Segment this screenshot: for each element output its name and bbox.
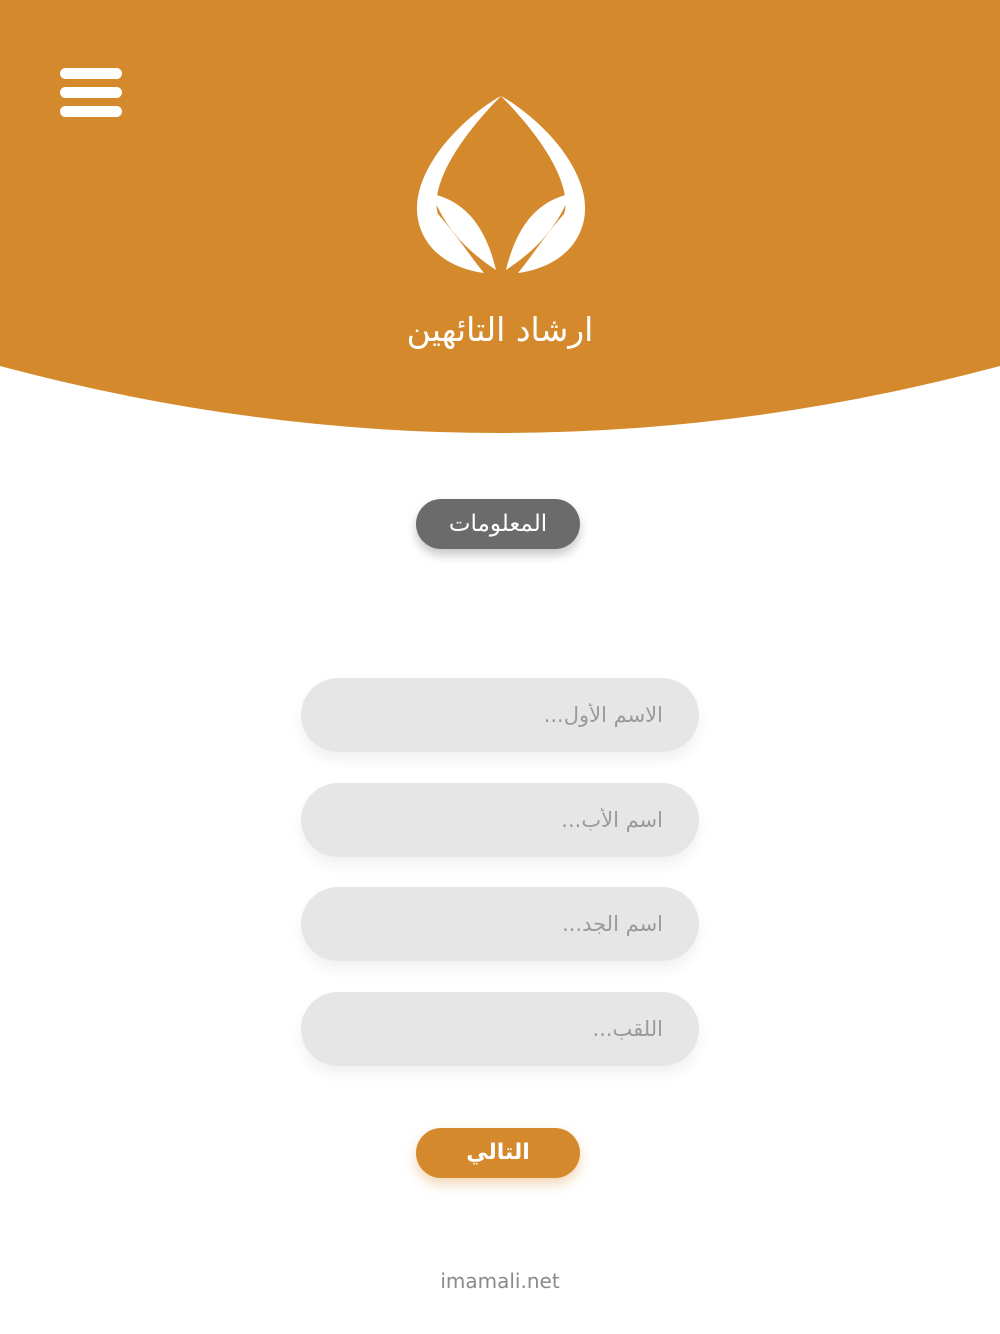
father-name-input[interactable]: [301, 783, 699, 857]
leaf-hands-logo-icon: [412, 96, 590, 276]
app-title: ارشاد التائهين: [406, 310, 594, 349]
grandfather-name-field-container: [301, 887, 699, 961]
surname-input[interactable]: [301, 992, 699, 1066]
grandfather-name-input[interactable]: [301, 887, 699, 961]
section-label-pill: المعلومات: [416, 499, 580, 549]
next-button[interactable]: التالي: [416, 1128, 580, 1178]
surname-field-container: [301, 992, 699, 1066]
first-name-field-container: [301, 678, 699, 752]
first-name-input[interactable]: [301, 678, 699, 752]
footer-website-link[interactable]: imamali.net: [440, 1269, 560, 1293]
father-name-field-container: [301, 783, 699, 857]
menu-button[interactable]: [58, 66, 124, 120]
